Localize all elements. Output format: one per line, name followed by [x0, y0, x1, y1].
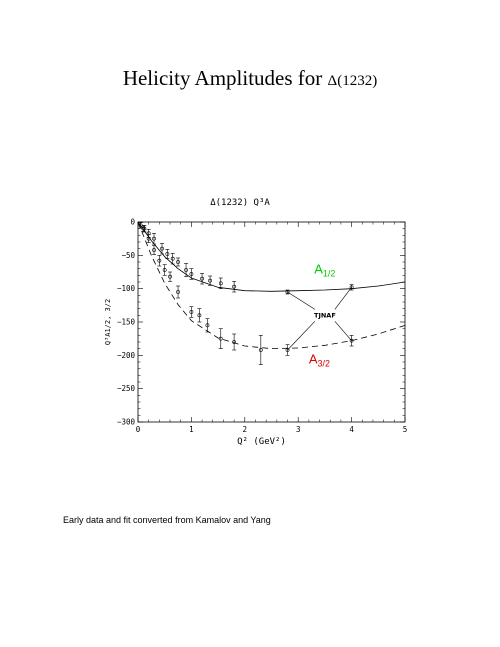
x-axis-label: Q² (GeV²) [237, 437, 286, 447]
y-tick-label: −150 [116, 317, 135, 327]
page-title [0, 66, 500, 91]
y-tick-label: −100 [116, 284, 135, 294]
y-tick-label: −300 [116, 417, 135, 427]
y-tick-label: −200 [116, 350, 135, 360]
annotation-pointer [335, 287, 352, 309]
chart-container [95, 185, 425, 465]
x-tick-label: 3 [295, 425, 301, 434]
y-axis-label: Q³A1/2, 3/2 [104, 298, 112, 346]
x-tick-label: 0 [135, 425, 141, 434]
fit-curve-a12 [138, 222, 405, 291]
series-label-a32: $A_{3/2}$ [308, 351, 331, 369]
x-tick-label: 2 [242, 425, 248, 434]
y-tick-label: −250 [116, 384, 135, 394]
annotation-pointer [335, 321, 352, 340]
annotation-pointer [288, 292, 315, 309]
fit-curve-a32 [138, 222, 405, 349]
y-tick-label: 0 [130, 217, 135, 227]
y-tick-label: −50 [121, 250, 135, 260]
caption: Early data and fit converted from Kamalov and Yang [63, 515, 271, 525]
helicity-chart [95, 185, 425, 465]
annotation-tjnaf: TJNAF [314, 311, 336, 320]
series-label-a12: $A_{1/2}$ [314, 261, 336, 279]
x-tick-label: 4 [349, 425, 354, 434]
annotation-pointer [288, 321, 315, 350]
x-tick-label: 1 [189, 425, 194, 434]
plot-frame [138, 222, 405, 422]
x-tick-label: 5 [402, 425, 408, 434]
page-title-text: Helicity Amplitudes for [122, 66, 323, 90]
chart-title: Δ(1232) Q³A [210, 198, 270, 208]
page-title-symbol: Δ(1232) [327, 73, 378, 89]
